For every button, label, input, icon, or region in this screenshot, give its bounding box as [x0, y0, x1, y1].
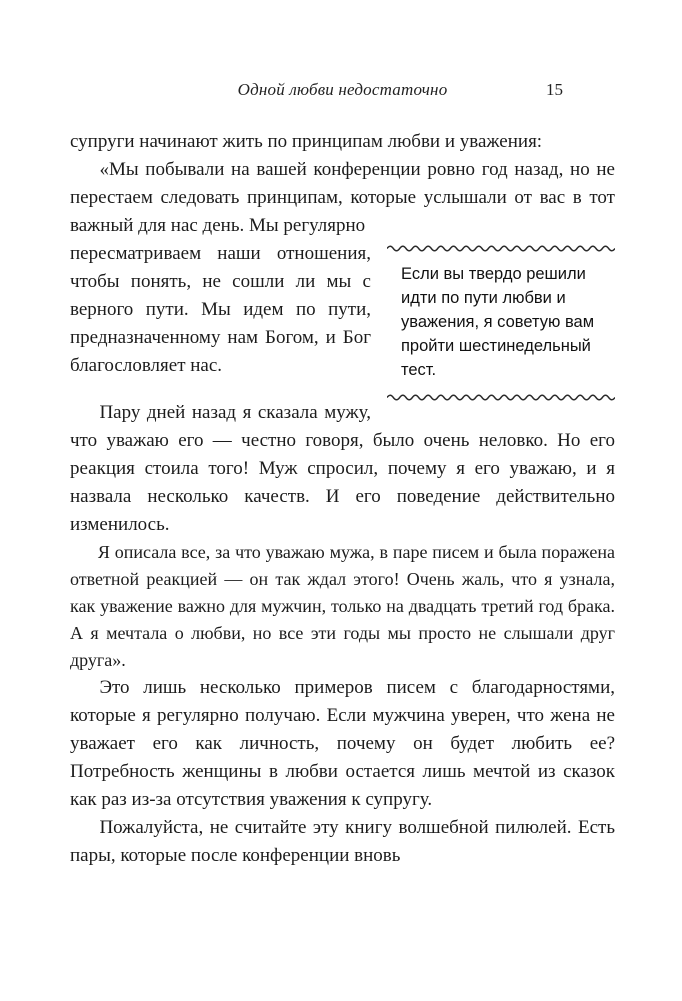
callout-text: Если вы твердо решили идти по пути любви и уважения, я советую вам пройти шестинедельный тест. — [401, 265, 595, 379]
paragraph-text: «Мы побывали на вашей конференции ровно год назад, но не перестаем следовать принципам, которые услышали от вас в тот важный для нас день. Мы регулярно — [70, 159, 615, 236]
page-content — [70, 128, 615, 870]
paragraph: Это лишь несколько примеров писем с благодарностями, которые я регулярно получаю. Если мужчина уверен, что жена не уважает его как личность, почему он будет любить ее? Потребность женщины в любви остается лишь мечтой из сказок как раз из-за отсутствия уважения к супругу. — [70, 677, 615, 810]
paragraph: супруги начинают жить по принципам любви и уважения: — [70, 131, 543, 152]
callout-box — [387, 244, 615, 402]
wavy-divider-bottom-icon — [387, 393, 615, 402]
paragraph: Я описала все, за что уважаю мужа, в паре писем и была поражена ответной реакцией — он так ждал этого! Очень жаль, что я узнала, как уважение важно для мужчин, только на двадцать третий год брака. А я мечтала о любви, но все эти годы мы просто не слышали друг друга». — [70, 542, 615, 670]
paragraph: Пару дней назад я сказала мужу, что уважаю его — честно говоря, было очень неловко. Но его реакция стоила того! Муж спросил, почему я его уважаю, и я назвала несколько качеств. И его поведение действительно изменилось. — [70, 402, 615, 535]
paragraph-text: пересматриваем наши отношения, чтобы понять, не сошли ли мы с верного пути. Мы идем по пути, предназначенному нам Богом, и Бог благословляет нас. — [70, 243, 371, 376]
paragraph: Пожалуйста, не считайте эту книгу волшебной пилюлей. Есть пары, которые после конференции вновь — [70, 817, 615, 866]
paragraph — [70, 156, 615, 240]
page-header — [70, 78, 615, 102]
page-number: 15 — [546, 80, 563, 99]
running-title: Одной любви недостаточно — [237, 80, 448, 99]
wavy-divider-top-icon — [387, 244, 615, 253]
